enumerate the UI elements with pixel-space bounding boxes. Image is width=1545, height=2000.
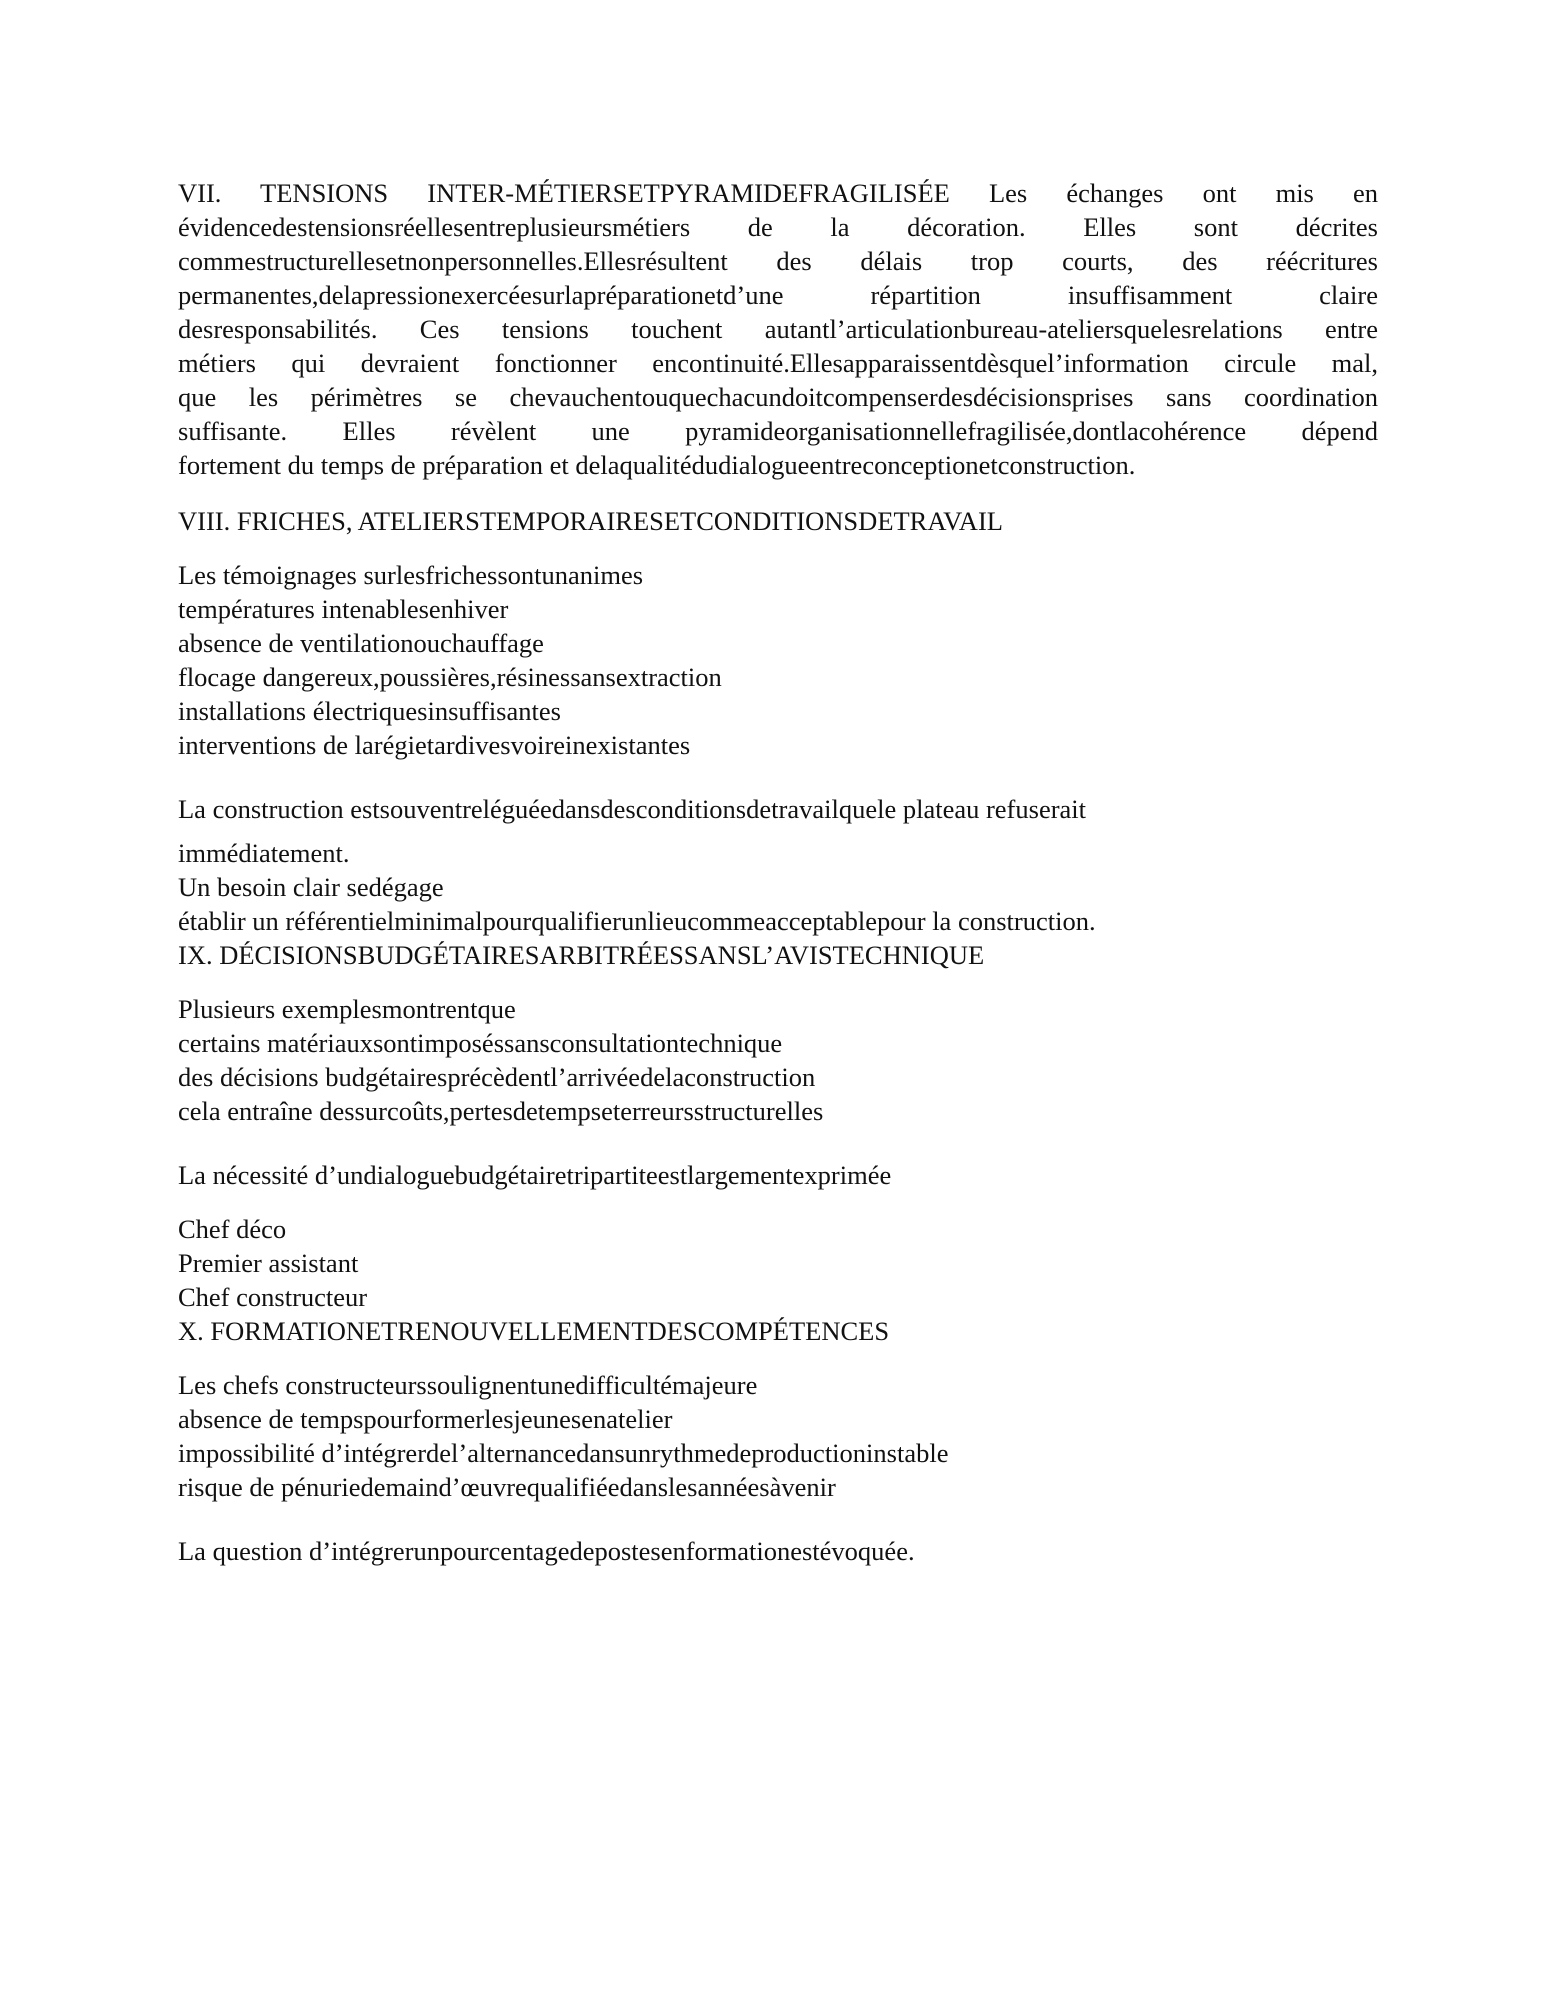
list-item: Plusieurs exemplesmontrentque: [178, 994, 516, 1024]
text-line: desresponsabilités. Ces tensions touchent autantl’articulationbureau-ateliersquelesrelations entre: [178, 314, 1378, 344]
list-item: températures intenablesenhiver: [178, 594, 509, 624]
text-line: évidencedestensionsréellesentreplusieursmétiers de la décoration. Elles sont décrites: [178, 212, 1378, 242]
list-item: absence de tempspourformerlesjeunesenatelier: [178, 1404, 673, 1434]
list-item: des décisions budgétairesprécèdentl’arrivéedelaconstruction: [178, 1062, 816, 1092]
section-viii-paragraph-tail: [178, 836, 1378, 938]
list-item: Chef déco: [178, 1214, 287, 1244]
section-vii-paragraph: [178, 176, 1378, 482]
text-line: Un besoin clair sedégage: [178, 872, 444, 902]
list-item: cela entraîne dessurcoûts,pertesdetempseterreursstructurelles: [178, 1096, 824, 1126]
section-ix-list: [178, 992, 1378, 1128]
section-viii-list: [178, 558, 1378, 762]
list-item: risque de pénuriedemaind’œuvrequalifiéedanslesannéesàvenir: [178, 1472, 836, 1502]
section-x-paragraph: La question d’intégrerunpourcentagedepostesenformationestévoquée.: [178, 1536, 915, 1566]
text-line: métiers qui devraient fonctionner encontinuité.Ellesapparaissentdèsquel’information circule mal,: [178, 348, 1378, 378]
list-item: installations électriquesinsuffisantes: [178, 696, 561, 726]
section-ix-roles-list: [178, 1212, 1378, 1314]
section-viii-paragraph: La construction estsouventreléguéedansdesconditionsdetravailquele plateau refuserait: [178, 794, 1087, 824]
section-x-list: [178, 1368, 1378, 1504]
document-page: [178, 176, 1378, 1568]
text-line: VII. TENSIONS INTER-MÉTIERSETPYRAMIDEFRAGILISÉE Les échanges ont mis en: [178, 178, 1378, 208]
list-item: Premier assistant: [178, 1248, 359, 1278]
list-item: interventions de larégietardivesvoireinexistantes: [178, 730, 691, 760]
text-line: suffisante. Elles révèlent une pyramideorganisationnellefragilisée,dontlacohérence dépend: [178, 416, 1378, 446]
list-item: Chef constructeur: [178, 1282, 368, 1312]
text-line: commestructurellesetnonpersonnelles.Ellesrésultent des délais trop courts, des réécritures: [178, 246, 1378, 276]
text-line: établir un référentielminimalpourqualifierunlieucommeacceptablepour la construction.: [178, 906, 1096, 936]
section-viii-heading: VIII. FRICHES, ATELIERSTEMPORAIRESETCONDITIONSDETRAVAIL: [178, 506, 1003, 536]
list-item: impossibilité d’intégrerdel’alternancedansunrythmedeproductioninstable: [178, 1438, 949, 1468]
section-x-heading: X. FORMATIONETRENOUVELLEMENTDESCOMPÉTENCES: [178, 1316, 890, 1346]
list-item: certains matériauxsontimposéssansconsultationtechnique: [178, 1028, 783, 1058]
text-line: immédiatement.: [178, 838, 350, 868]
list-item: Les témoignages surlesfrichessontunanimes: [178, 560, 644, 590]
list-item: flocage dangereux,poussières,résinessansextraction: [178, 662, 722, 692]
text-line: permanentes,delapressionexercéesurlapréparationetd’une répartition insuffisamment claire: [178, 280, 1378, 310]
section-ix-heading: IX. DÉCISIONSBUDGÉTAIRESARBITRÉESSANSL’AVISTECHNIQUE: [178, 940, 985, 970]
section-ix-paragraph: La nécessité d’undialoguebudgétairetripartiteestlargementexprimée: [178, 1160, 892, 1190]
text-line: que les périmètres se chevauchentouquechacundoitcompenserdesdécisionsprises sans coordination: [178, 382, 1378, 412]
list-item: absence de ventilationouchauffage: [178, 628, 544, 658]
text-line: fortement du temps de préparation et delaqualitédudialogueentreconceptionetconstruction.: [178, 450, 1136, 480]
list-item: Les chefs constructeurssoulignentunedifficultémajeure: [178, 1370, 758, 1400]
